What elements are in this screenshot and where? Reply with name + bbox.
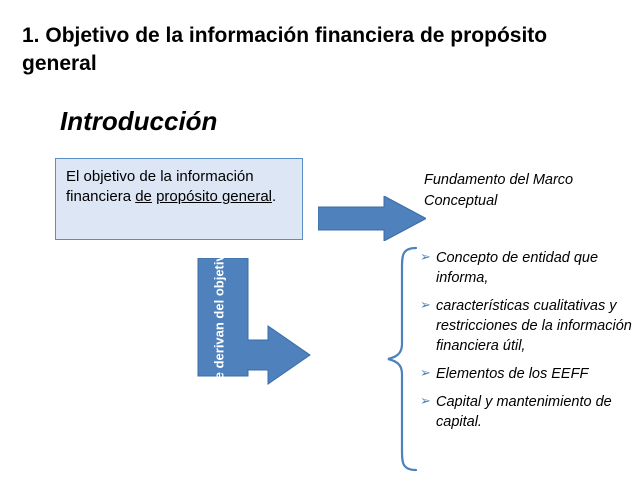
curly-brace-icon <box>386 246 420 472</box>
bullet-arrow-icon: ➢ <box>420 393 431 408</box>
textbox-line-1: El objetivo de la <box>66 168 172 185</box>
list-item <box>420 392 632 432</box>
arrow-caption-text: Se derivan del objetivo <box>211 246 227 388</box>
list-item <box>420 364 632 384</box>
bullet-arrow-icon: ➢ <box>420 249 431 264</box>
right-arrow-shape <box>318 196 426 241</box>
fundamento-label: Fundamento del Marco Conceptual <box>424 172 574 210</box>
bullet-list <box>420 248 632 440</box>
textbox-line-2-plain: información financiera <box>66 168 254 206</box>
page-title <box>22 22 582 79</box>
bullet-arrow-icon: ➢ <box>420 365 431 380</box>
list-item-label: Concepto de entidad que informa, <box>436 250 599 286</box>
down-right-arrow-shape <box>192 258 312 386</box>
list-item-label: características cualitativas y restricciones de la información financiera útil, <box>436 298 632 354</box>
list-item <box>420 296 632 356</box>
list-item-label: Capital y mantenimiento de capital. <box>436 394 612 430</box>
objective-textbox <box>55 158 303 240</box>
textbox-line-3-end: . <box>272 188 277 206</box>
title-text: Objetivo de la información financiera de propósito general <box>22 24 548 76</box>
bullet-arrow-icon: ➢ <box>420 297 431 312</box>
list-item-label: Elementos de los EEFF <box>436 366 589 382</box>
list-item <box>420 248 632 288</box>
section-subtitle: Introducción <box>60 106 218 136</box>
textbox-line-2-underline: de <box>135 188 152 206</box>
textbox-line-3-underline: propósito general <box>156 188 272 206</box>
title-number: 1. <box>22 24 40 47</box>
